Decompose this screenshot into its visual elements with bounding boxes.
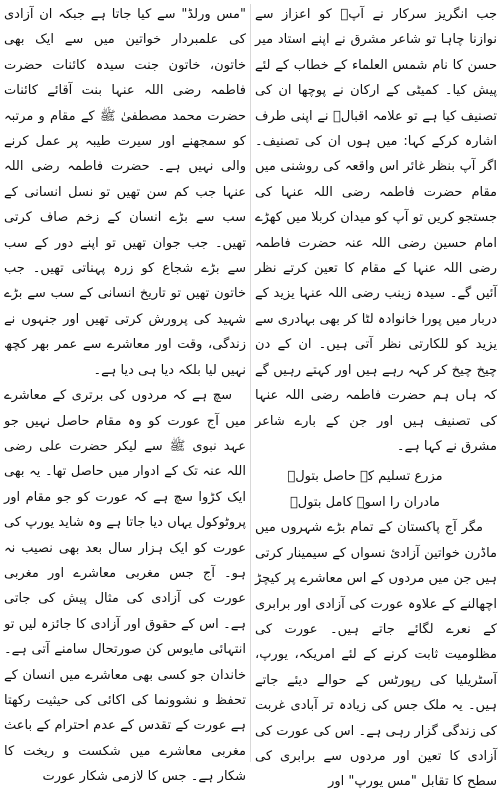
spacer	[255, 459, 497, 463]
right-column	[255, 2, 497, 790]
column-divider	[250, 4, 251, 762]
left-column	[4, 2, 246, 785]
verse-line-1: مزرع تسلیم کہ حاصل بتولؓ	[287, 469, 443, 485]
left-paragraph-1: "مس ورلڈ" سے کیا جاتا ہے جبکہ ان آزادی کی علمبردار خواتین میں سے ایک بھی خاتون، خاتون جنت سیدہ کائنات حضرت فاطمہ رضی اللہ عنہا بنت آقائے کائنات حضرت محمد مصطفیٰ ﷺ کے مقام و مرتبہ کو سمجھنے اور سیرت طیبہ پر عمل کرنے والی نہیں ہے۔ حضرت فاطمہ رضی اللہ عنہا جب کم سن تھیں تو نسل انسانی کے سب سے بڑے انسان کے زخم صاف کرتی تھیں۔ جب جوان تھیں تو اپنے دور کے سب سے بڑے شجاع کو زرہ پہناتی تھیں۔ جب خاتون تھیں تو تاریخ انسانی کے سب سے بڑے شہید کی پرورش کرتی تھیں اور جنہوں نے زندگی، وقت اور معاشرے سے عمر بھر کچھ نہیں لیا بلکہ دیا ہی دیا ہے۔	[4, 7, 246, 378]
verse-line-2: مادران را اسوۂ کامل بتولؓ	[289, 495, 441, 511]
right-paragraph-2: مگر آج پاکستان کے تمام بڑے شہروں میں ماڈرن خواتین آزادیٔ نسواں کے سیمینار کرتی ہیں جن میں مردوں کے اس معاشرے پر کیچڑ اچھالنے کے علاوہ عورت کی آزادی اور برابری کے نعرے لگائے جاتے ہیں۔ عورت کی مظلومیت ثابت کرنے کے لئے امریکہ، یورپ، آسٹریلیا کی رپورٹس کے حوالے دیئے جاتے ہیں۔ یہ ملک جس کی زیادہ تر آبادی غربت کی زندگی گزار رہی ہے۔ اس کی عورت کی آزادی کا تعین اور مردوں سے برابری کی سطح کا تقابل "مس یورپ" اور	[255, 520, 497, 790]
right-paragraph-1: جب انگریز سرکار نے آپؒ کو اعزاز سے نوازنا چاہا تو شاعر مشرق نے اپنے استاد میر حسن کا نام شمس العلماء کے خطاب کے لئے پیش کیا۔ کمیٹی کے ارکان نے پوچھا ان کی تصنیف کیا ہے تو علامہ اقبالؒ نے اپنی طرف اشارہ کرکے کہا: میں ہوں ان کی تصنیف۔ اگر آپ بنظر غائر اس واقعہ کی روشنی میں مقام حضرت فاطمہ رضی اللہ عنہا کی جستجو کریں تو آپ کو میدان کربلا میں کھڑے امام حسین رضی اللہ عنہ حضرت فاطمہ رضی اللہ عنہا کے مقام کا تعین کرتے نظر آئیں گے۔ سیدہ زینب رضی اللہ عنہا یزید کے دربار میں پورا خانوادہ لٹا کر بھی بہادری سے یزید کو للکارتی نظر آتی ہیں۔ ان کے دن چیخ چیخ کر کہہ رہے ہیں اور کہتے رہیں گے کہ ہاں ہم حضرت فاطمہ رضی اللہ عنہا کی تصنیف ہیں اور جن کے بارے شاعر مشرق نے کہا ہے۔	[255, 7, 497, 454]
left-paragraph-2: سچ ہے کہ مردوں کی برتری کے معاشرے میں آج عورت کو وہ مقام حاصل نہیں جو عہد نبوی ﷺ سے لیکر حضرت علی رضی اللہ عنہ تک کے ادوار میں حاصل تھا۔ یہ بھی ایک کڑوا سچ ہے کہ عورت کو جو مقام اور پروٹوکول یہاں دیا جاتا ہے وہ شاید یورپ کی عورت کو ایک ہزار سال بعد بھی نصیب نہ ہو۔ آج جس مغربی معاشرے اور مغربی عورت کی آزادی کی مثال پیش کی جاتی ہے۔ اس کے حقوق اور آزادی کا جائزہ لیں تو انتہائی مایوس کن صورتحال سامنے آتی ہے۔ خاندان جو کسی بھی معاشرے میں انسان کے تحفظ و نشوونما کی اکائی کی حیثیت رکھتا ہے عورت کے تقدس کے عدم احترام کے باعث مغربی معاشرے میں شکست و ریخت کا شکار ہے۔ جس کا لازمی شکار عورت	[4, 388, 246, 785]
